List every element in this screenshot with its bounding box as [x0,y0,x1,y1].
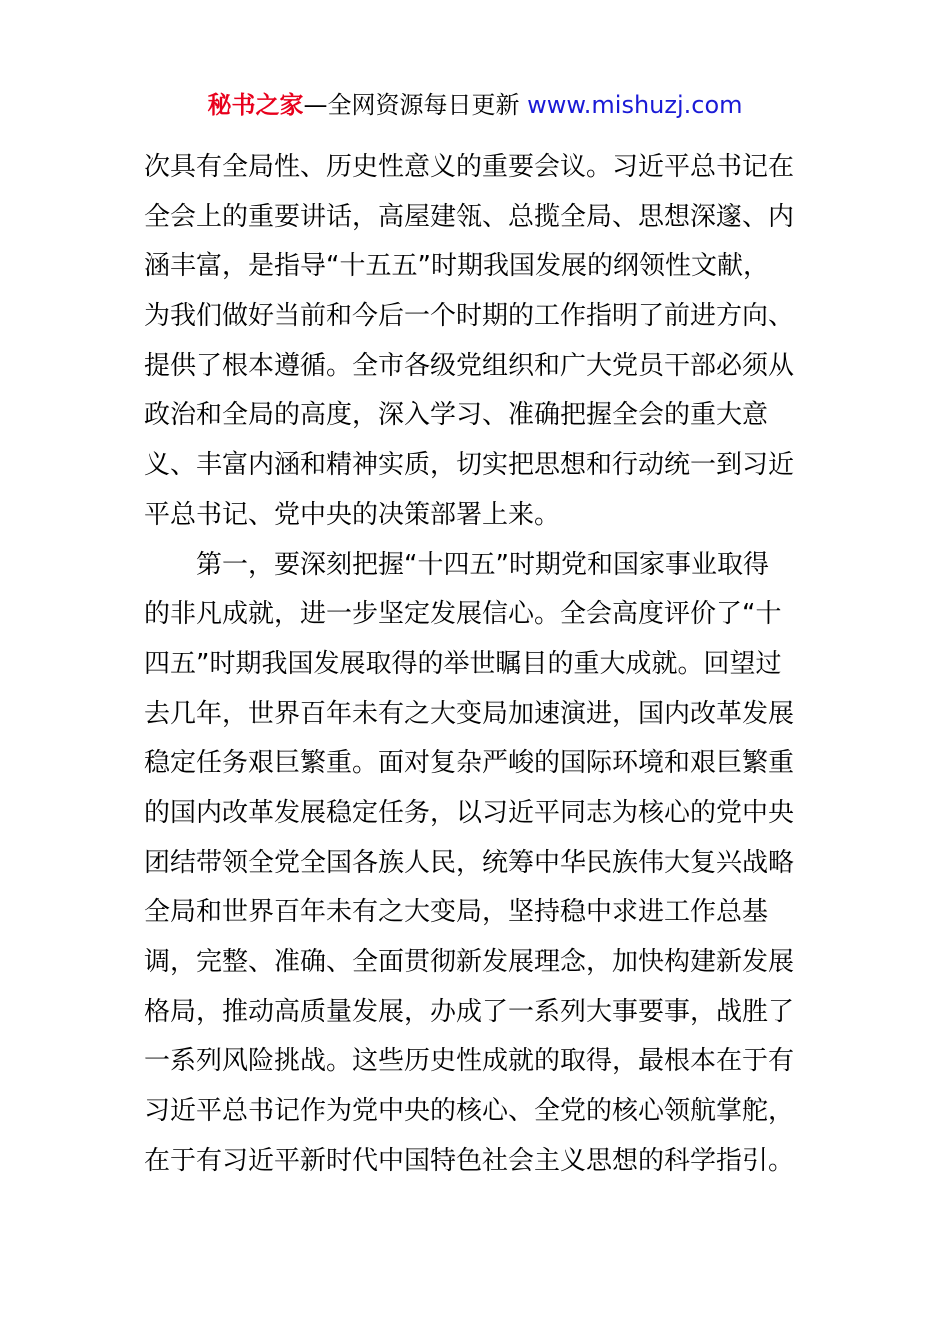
text-line: 格局，推动高质量发展，办成了一系列大事要事，战胜了 [144,996,795,1027]
paragraph-2 [144,545,808,1191]
text-line: 义、丰富内涵和精神实质，切实把思想和行动统一到习近 [144,450,795,481]
text-line: 全局和世界百年未有之大变局，坚持稳中求进工作总基 [144,897,769,928]
text-line: 涵丰富，是指导“十五五”时期我国发展的纲领性文献， [144,251,769,282]
document-body [144,147,808,1190]
text-line: 的非凡成就，进一步坚定发展信心。全会高度评价了“十 [144,599,782,630]
text-line: 为我们做好当前和今后一个时期的工作指明了前进方向、 [144,301,795,332]
text-line: 四五”时期我国发展取得的举世瞩目的重大成就。回望过 [144,648,782,679]
text-line: 稳定任务艰巨繁重。面对复杂严峻的国际环境和艰巨繁重 [144,748,795,779]
paragraph-1 [144,147,808,545]
brand-name: 秘书之家 [207,91,304,119]
site-url[interactable]: www.mishuzj.com [527,91,743,119]
text-line: 提供了根本遵循。全市各级党组织和广大党员干部必须从 [144,350,795,381]
text-line: 在于有习近平新时代中国特色社会主义思想的科学指引。 [144,1145,795,1176]
text-line: 全会上的重要讲话，高屋建瓴、总揽全局、思想深邃、内 [144,201,795,232]
text-line: 去几年，世界百年未有之大变局加速演进，国内改革发展 [144,698,795,729]
text-line: 次具有全局性、历史性意义的重要会议。习近平总书记在 [144,152,795,182]
header-tagline: —全网资源每日更新 [303,91,528,119]
text-line: 一系列风险挑战。这些历史性成就的取得，最根本在于有 [144,1046,795,1077]
text-line: 平总书记、党中央的决策部署上来。 [144,499,561,530]
text-line: 政治和全局的高度，深入学习、准确把握全会的重大意 [144,400,769,431]
site-header [0,88,950,122]
text-line: 习近平总书记作为党中央的核心、全党的核心领航掌舵， [144,1096,795,1127]
text-line: 第一，要深刻把握“十四五”时期党和国家事业取得 [196,549,769,580]
text-line: 的国内改革发展稳定任务，以习近平同志为核心的党中央 [144,797,795,828]
text-line: 团结带领全党全国各族人民，统筹中华民族伟大复兴战略 [144,847,795,878]
text-line: 调，完整、准确、全面贯彻新发展理念，加快构建新发展 [144,947,795,977]
